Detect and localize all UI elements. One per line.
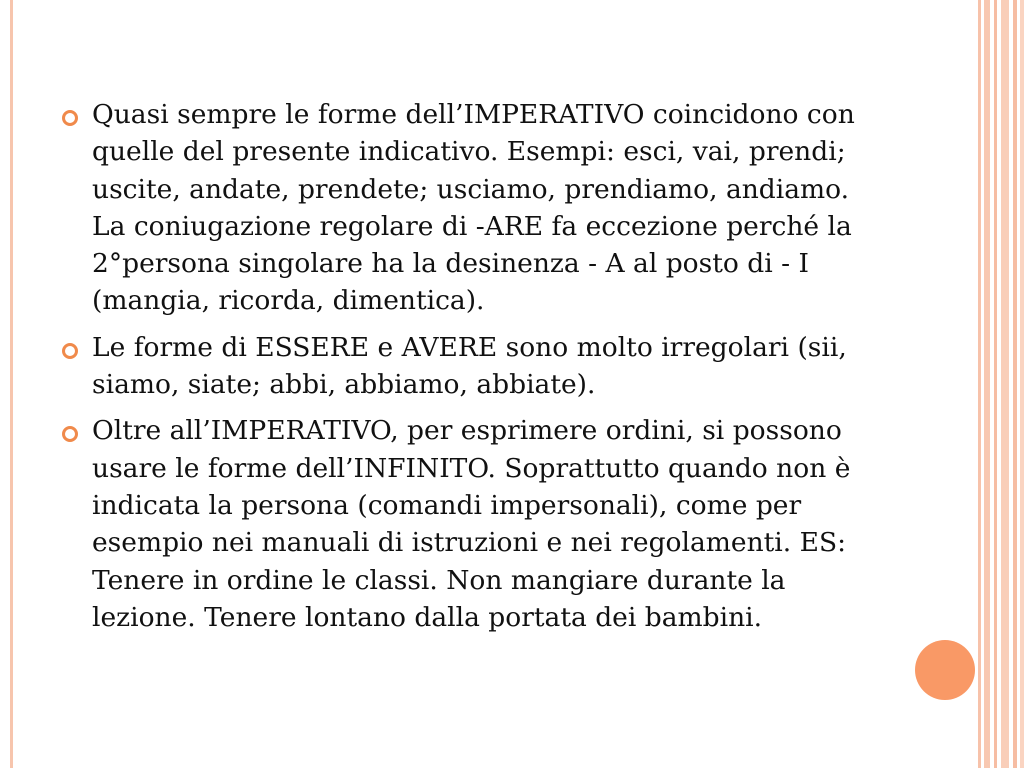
bullet-item (62, 96, 882, 320)
decorative-stripe (994, 0, 997, 768)
bullet-text: Quasi sempre le forme dell’IMPERATIVO coincidono con quelle del presente indicativo. Esempi: esci, vai, prendi; uscite, andate, prendete; usciamo, prendiamo, andiamo. La coniugazione regolare di -ARE fa eccezione perché la 2°persona singolare ha la desinenza - A al posto di - I (mangia, ricorda, dimentica). (92, 99, 855, 317)
bullet-item (62, 329, 882, 404)
bullet-text: Le forme di ESSERE e AVERE sono molto irregolari (sii, siamo, siate; abbi, abbiamo, abbiate). (92, 331, 847, 401)
ring-bullet-icon (62, 426, 78, 442)
bullet-item (62, 412, 882, 636)
bullet-list (62, 96, 882, 645)
decorative-stripe (1013, 0, 1017, 768)
ring-bullet-icon (62, 343, 78, 359)
decorative-stripe (978, 0, 981, 768)
accent-circle (915, 640, 975, 700)
decorative-stripe (1020, 0, 1024, 768)
ring-bullet-icon (62, 110, 78, 126)
left-frame-line (10, 0, 13, 768)
decorative-stripe (984, 0, 990, 768)
decorative-stripe (1001, 0, 1009, 768)
bullet-text: Oltre all’IMPERATIVO, per esprimere ordini, si possono usare le forme dell’INFINITO. Soprattutto quando non è indicata la persona (comandi impersonali), come per esempio nei manuali di istruzioni e nei regolamenti. ES: Tenere in ordine le classi. Non mangiare durante la lezione. Tenere lontano dalla portata dei bambini. (92, 415, 851, 633)
